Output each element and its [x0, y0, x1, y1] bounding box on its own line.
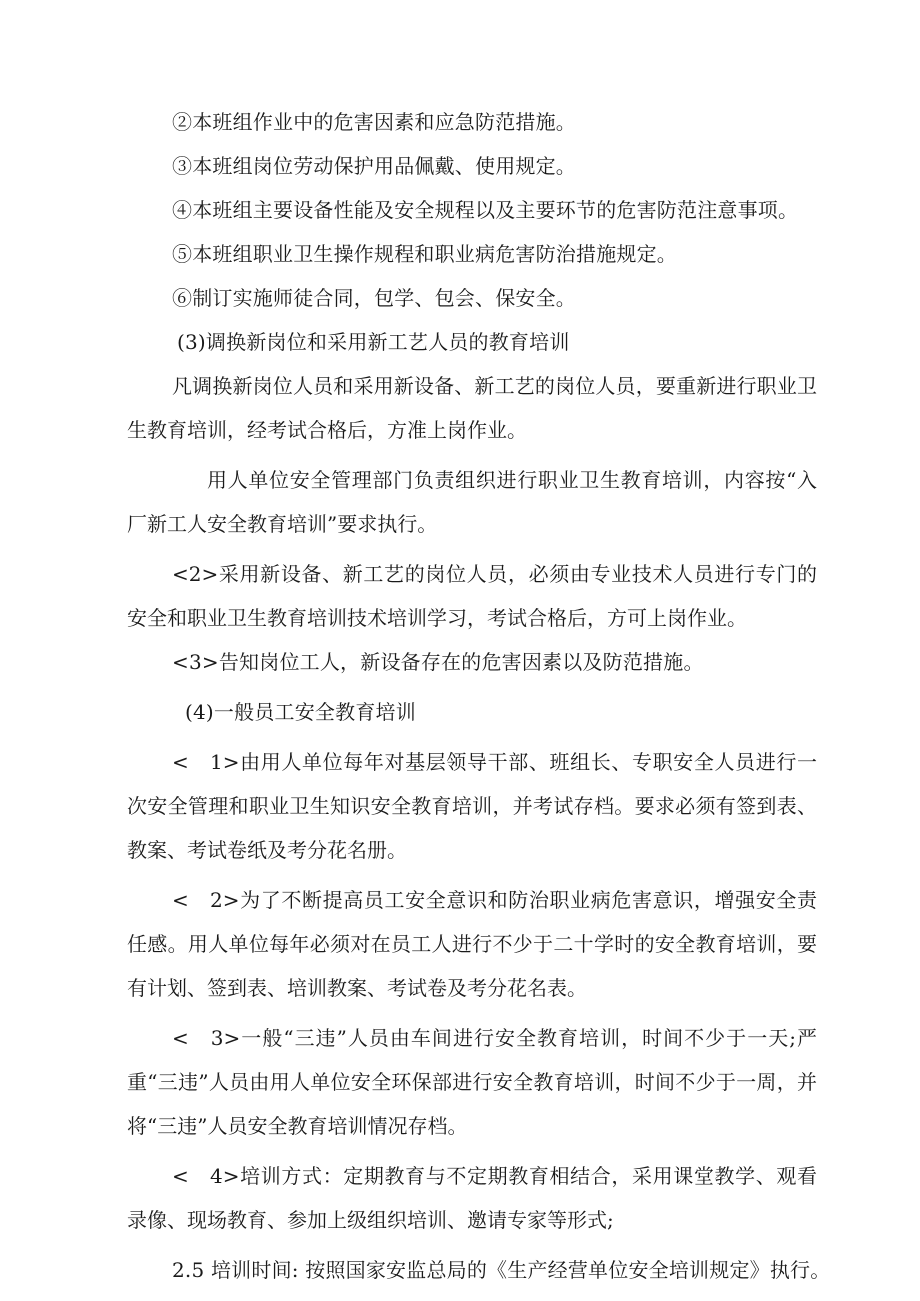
- paragraph-violations: < 3>一般“三违”人员由车间进行安全教育培训，时间不少于一天;严重“三违”人员由用人单位安全环保部进行安全教育培训，时间不少于一周，并将“三违”人员安全教育培训情况存档。: [127, 1026, 817, 1138]
- paragraph-annual-training: < 1>由用人单位每年对基层领导干部、班组长、专职安全人员进行一次安全管理和职业卫生知识安全教育培训，并考试存档。要求必须有签到表、教案、考试卷纸及考分花名册。: [127, 750, 817, 862]
- list-item-5: ⑤本班组职业卫生操作规程和职业病危害防治措施规定。: [172, 242, 677, 266]
- section-heading-4: (4)一般员工安全教育培训: [185, 700, 416, 724]
- list-item-3: ③本班组岗位劳动保护用品佩戴、使用规定。: [172, 154, 576, 178]
- paragraph-safety-dept: 用人单位安全管理部门负责组织进行职业卫生教育培训，内容按“入厂新工人安全教育培训”要求执行。: [127, 468, 817, 536]
- section-2-5: 2.5 培训时间: 按照国家安监总局的《生产经营单位安全培训规定》执行。: [172, 1258, 831, 1282]
- list-item-6: ⑥制订实施师徒合同，包学、包会、保安全。: [172, 286, 576, 310]
- list-item-2: ②本班组作业中的危害因素和应急防范措施。: [172, 110, 576, 134]
- section-heading-3: (3)调换新岗位和采用新工艺人员的教育培训: [177, 330, 570, 354]
- paragraph-inform-workers: <3>告知岗位工人，新设备存在的危害因素以及防范措施。: [172, 650, 704, 674]
- list-item-4: ④本班组主要设备性能及安全规程以及主要环节的危害防范注意事项。: [172, 198, 799, 222]
- paragraph-awareness-training: < 2>为了不断提高员工安全意识和防治职业病危害意识，增强安全责任感。用人单位每年必须对在员工人进行不少于二十学时的安全教育培训，要有计划、签到表、培训教案、考试卷及考分花名表。: [127, 888, 817, 1000]
- document-page: [127, 100, 831, 1292]
- paragraph-reassign: 凡调换新岗位人员和采用新设备、新工艺的岗位人员，要重新进行职业卫生教育培训，经考试合格后，方准上岗作业。: [127, 374, 817, 442]
- paragraph-training-methods: < 4>培训方式：定期教育与不定期教育相结合，采用课堂教学、观看录像、现场教育、参加上级组织培训、邀请专家等形式;: [127, 1164, 817, 1232]
- paragraph-new-equipment: <2>采用新设备、新工艺的岗位人员，必须由专业技术人员进行专门的安全和职业卫生教育培训技术培训学习，考试合格后，方可上岗作业。: [127, 562, 817, 630]
